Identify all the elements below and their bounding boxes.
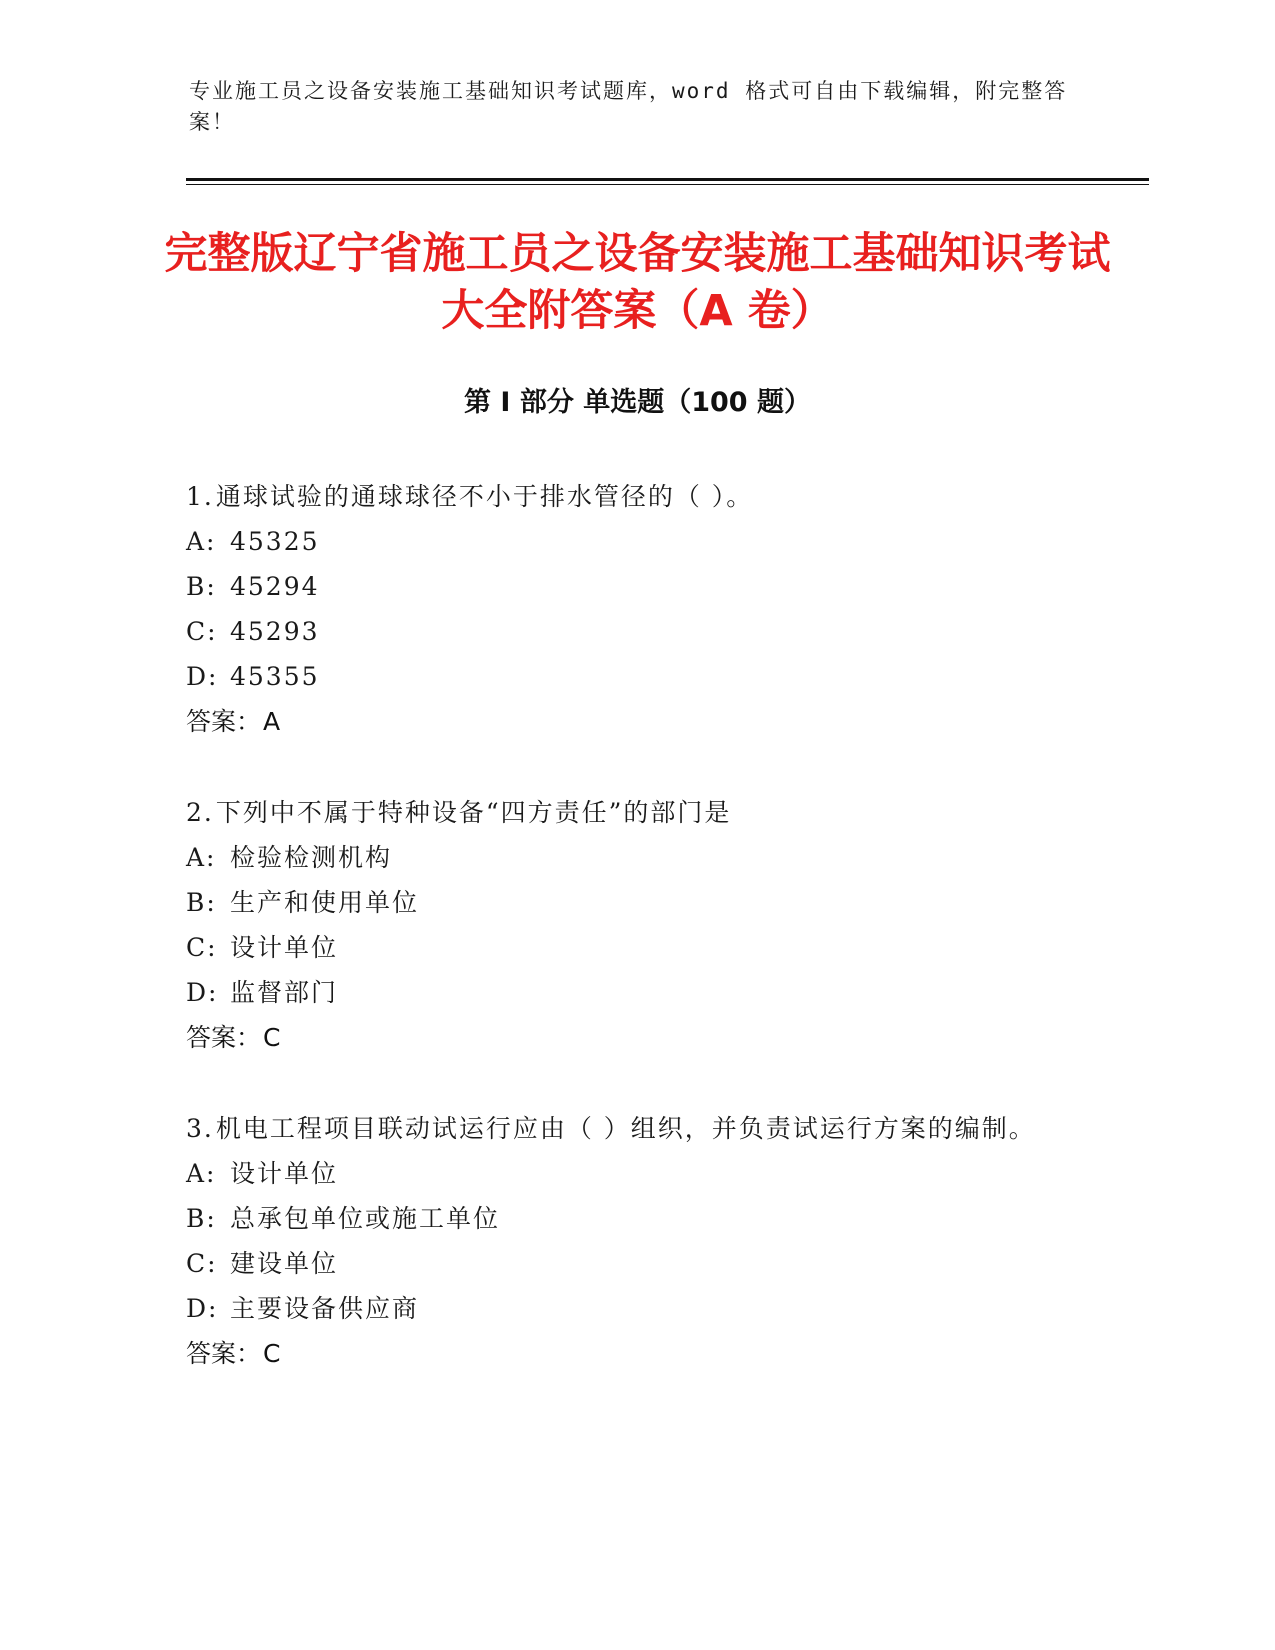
question-stem xyxy=(186,790,1096,835)
option-key: A: xyxy=(186,527,217,556)
option-d xyxy=(186,654,1096,699)
option-key: C: xyxy=(186,933,218,962)
question-stem xyxy=(186,474,1096,519)
question-3 xyxy=(186,1106,1096,1376)
option-text: 设计单位 xyxy=(230,1159,339,1188)
option-text: 45355 xyxy=(230,662,320,691)
option-text: 生产和使用单位 xyxy=(230,888,420,917)
document-title: 完整版辽宁省施工员之设备安装施工基础知识考试大全附答案（A 卷） xyxy=(164,229,1111,336)
option-b xyxy=(186,880,1096,925)
option-key: B: xyxy=(186,888,217,917)
option-key: C: xyxy=(186,1249,218,1278)
answer-value: C xyxy=(263,1023,281,1052)
answer-value: C xyxy=(263,1339,281,1368)
question-text: 机电工程项目联动试运行应由（ ）组织，并负责试运行方案的编制。 xyxy=(215,1114,1036,1143)
option-text: 45325 xyxy=(230,527,320,556)
question-2 xyxy=(186,790,1096,1060)
option-text: 45294 xyxy=(230,572,320,601)
option-key: A: xyxy=(186,1159,217,1188)
option-key: D: xyxy=(186,662,219,691)
option-b xyxy=(186,1196,1096,1241)
option-key: D: xyxy=(186,1294,219,1323)
option-text: 建设单位 xyxy=(230,1249,339,1278)
answer-line xyxy=(186,699,1096,744)
question-stem xyxy=(186,1106,1096,1151)
header-divider-thick xyxy=(186,178,1149,181)
answer-line xyxy=(186,1331,1096,1376)
option-key: B: xyxy=(186,1204,217,1233)
header-divider-thin xyxy=(186,184,1149,185)
option-key: A: xyxy=(186,843,217,872)
header-note: 专业施工员之设备安装施工基础知识考试题库，word 格式可自由下载编辑，附完整答案！ xyxy=(189,79,1068,134)
option-c xyxy=(186,925,1096,970)
answer-label: 答案： xyxy=(186,1339,262,1368)
option-b xyxy=(186,564,1096,609)
option-text: 45293 xyxy=(230,617,320,646)
option-c xyxy=(186,609,1096,654)
question-number: 2. xyxy=(186,798,214,827)
question-number: 1. xyxy=(186,482,214,511)
question-text: 通球试验的通球球径不小于排水管径的（ ）。 xyxy=(215,482,754,511)
option-d xyxy=(186,970,1096,1015)
question-1 xyxy=(186,474,1096,744)
question-text: 下列中不属于特种设备“四方责任”的部门是 xyxy=(215,798,732,827)
option-key: B: xyxy=(186,572,217,601)
option-a xyxy=(186,835,1096,880)
section-title: 第 I 部分 单选题（100 题） xyxy=(463,387,811,418)
option-d xyxy=(186,1286,1096,1331)
question-list xyxy=(186,474,1096,1422)
option-key: D: xyxy=(186,978,219,1007)
option-text: 检验检测机构 xyxy=(230,843,393,872)
answer-line xyxy=(186,1015,1096,1060)
option-a xyxy=(186,519,1096,564)
option-c xyxy=(186,1241,1096,1286)
question-number: 3. xyxy=(186,1114,214,1143)
option-key: C: xyxy=(186,617,218,646)
option-text: 设计单位 xyxy=(230,933,339,962)
answer-value: A xyxy=(263,707,281,736)
option-text: 主要设备供应商 xyxy=(230,1294,420,1323)
answer-label: 答案： xyxy=(186,1023,262,1052)
option-a xyxy=(186,1151,1096,1196)
option-text: 总承包单位或施工单位 xyxy=(230,1204,501,1233)
answer-label: 答案： xyxy=(186,707,262,736)
option-text: 监督部门 xyxy=(230,978,339,1007)
